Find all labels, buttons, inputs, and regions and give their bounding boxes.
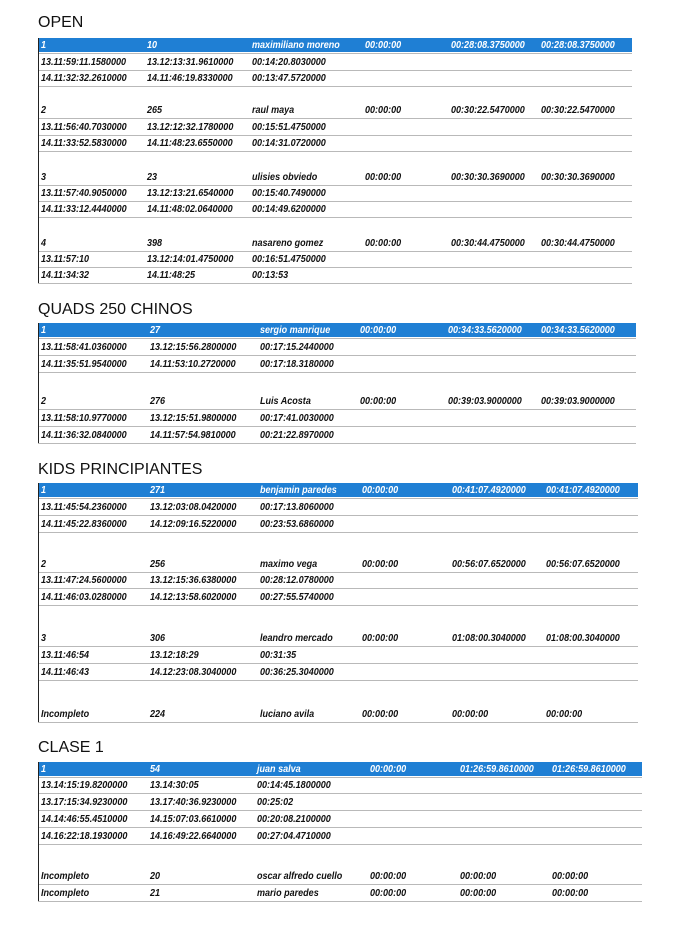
final-time-cell: 00:28:08.3750000 [540,39,615,51]
section-title: CLASE 1 [38,739,104,756]
lap-row [0,428,654,442]
rider-name-cell: leandro mercado [259,632,333,644]
lap-end-cell: 13.12:15:36.6380000 [149,574,237,586]
position-cell: Incompleto [40,708,90,720]
position-cell: 1 [40,324,47,336]
lap-start-cell: 13.11:57:10 [40,253,90,265]
lap-row [0,500,654,514]
row-divider [38,355,636,356]
lap-end-cell: 14.11:57:54.9810000 [149,429,236,441]
start-time-cell: 00:00:00 [361,558,399,570]
final-time-cell: 00:30:44.4750000 [540,237,615,249]
row-divider [38,588,638,589]
result-row[interactable] [0,170,654,184]
start-time-cell: 00:00:00 [361,708,399,720]
rider-name-cell: ulisies obviedo [251,171,318,183]
row-divider [38,515,638,516]
lap-end-cell: 13.12:12:32.1780000 [146,121,234,133]
lap-row [0,517,654,531]
row-divider [38,338,636,339]
result-row[interactable] [0,103,654,117]
result-row[interactable] [0,236,654,250]
rider-name-cell: nasareno gomez [251,237,324,249]
position-cell: 3 [40,632,47,644]
row-divider [38,722,638,723]
final-time-cell: 00:41:07.4920000 [545,484,620,496]
final-time-cell: 00:00:00 [551,887,589,899]
lap-duration-cell: 00:17:15.2440000 [259,341,334,353]
total-time-cell: 00:39:03.9000000 [447,395,522,407]
lap-start-cell: 14.11:35:51.9540000 [40,358,127,370]
lap-duration-cell: 00:23:53.6860000 [259,518,334,530]
rider-name-cell: benjamin paredes [259,484,337,496]
start-time-cell: 00:00:00 [359,324,397,336]
lap-end-cell: 14.11:53:10.2720000 [149,358,236,370]
result-row[interactable] [0,707,654,721]
lap-duration-cell: 00:15:40.7490000 [251,187,326,199]
lap-duration-cell: 00:28:12.0780000 [259,574,334,586]
result-row[interactable] [0,394,654,408]
final-time-cell: 00:00:00 [551,870,589,882]
row-divider [38,86,632,87]
lap-start-cell: 13.11:46:54 [40,649,90,661]
row-divider [38,680,638,681]
lap-start-cell: 14.11:46:43 [40,666,90,678]
position-cell: Incompleto [40,870,90,882]
section-left-border [38,762,39,901]
lap-start-cell: 14.11:33:52.5830000 [40,137,127,149]
result-row[interactable] [0,631,654,645]
start-time-cell: 00:00:00 [369,870,407,882]
position-cell: 1 [40,484,47,496]
lap-row [0,573,654,587]
start-time-cell: 00:00:00 [364,171,402,183]
lap-start-cell: 14.11:34:32 [40,269,90,281]
lap-start-cell: 14.11:45:22.8360000 [40,518,127,530]
lap-end-cell: 13.17:40:36.9230000 [149,796,237,808]
lap-duration-cell: 00:27:04.4710000 [256,830,331,842]
lap-start-cell: 13.11:58:41.0360000 [40,341,127,353]
lap-end-cell: 14.12:13:58.6020000 [149,591,237,603]
lap-duration-cell: 00:17:18.3180000 [259,358,334,370]
lap-end-cell: 13.14:30:05 [149,779,199,791]
start-time-cell: 00:00:00 [364,237,402,249]
lap-end-cell: 14.12:23:08.3040000 [149,666,237,678]
lap-duration-cell: 00:13:53 [251,269,289,281]
lap-end-cell: 14.12:09:16.5220000 [149,518,237,530]
bib-number-cell: 54 [149,763,161,775]
row-divider [38,844,642,845]
lap-row [0,120,654,134]
bib-number-cell: 10 [146,39,158,51]
lap-duration-cell: 00:36:25.3040000 [259,666,334,678]
row-divider [38,793,642,794]
final-time-cell: 00:39:03.9000000 [540,395,615,407]
result-row[interactable] [0,762,654,776]
row-divider [38,532,638,533]
row-divider [38,498,638,499]
lap-row [0,55,654,69]
lap-duration-cell: 00:13:47.5720000 [251,72,326,84]
result-row[interactable] [0,869,654,883]
total-time-cell: 00:00:00 [459,887,497,899]
lap-row [0,340,654,354]
bib-number-cell: 306 [149,632,166,644]
lap-end-cell: 14.16:49:22.6640000 [149,830,237,842]
rider-name-cell: Luis Acosta [259,395,311,407]
rider-name-cell: luciano avila [259,708,315,720]
start-time-cell: 00:00:00 [364,39,402,51]
position-cell: 3 [40,171,47,183]
lap-row [0,778,654,792]
row-divider [38,283,632,284]
bib-number-cell: 276 [149,395,166,407]
total-time-cell: 01:08:00.3040000 [451,632,526,644]
final-time-cell: 00:30:30.3690000 [540,171,615,183]
lap-end-cell: 14.11:48:23.6550000 [146,137,233,149]
lap-row [0,812,654,826]
result-row[interactable] [0,886,654,900]
row-divider [38,217,632,218]
lap-start-cell: 13.11:58:10.9770000 [40,412,127,424]
lap-end-cell: 14.15:07:03.6610000 [149,813,237,825]
lap-end-cell: 13.12:14:01.4750000 [146,253,234,265]
start-time-cell: 00:00:00 [359,395,397,407]
final-time-cell: 01:08:00.3040000 [545,632,620,644]
lap-start-cell: 14.11:33:12.4440000 [40,203,127,215]
lap-duration-cell: 00:14:31.0720000 [251,137,326,149]
start-time-cell: 00:00:00 [364,104,402,116]
lap-row [0,590,654,604]
lap-duration-cell: 00:17:13.8060000 [259,501,334,513]
section-left-border [38,38,39,283]
start-time-cell: 00:00:00 [369,887,407,899]
final-time-cell: 01:26:59.8610000 [551,763,626,775]
result-row[interactable] [0,557,654,571]
position-cell: 1 [40,763,47,775]
final-time-cell: 00:56:07.6520000 [545,558,620,570]
lap-duration-cell: 00:15:51.4750000 [251,121,326,133]
rider-name-cell: maximo vega [259,558,318,570]
rider-name-cell: juan salva [256,763,301,775]
lap-row [0,665,654,679]
bib-number-cell: 398 [146,237,163,249]
position-cell: 2 [40,558,47,570]
row-divider [38,827,642,828]
lap-row [0,795,654,809]
row-divider [38,53,632,54]
final-time-cell: 00:00:00 [545,708,583,720]
bib-number-cell: 20 [149,870,161,882]
lap-row [0,202,654,216]
rider-name-cell: mario paredes [256,887,319,899]
lap-start-cell: 14.11:46:03.0280000 [40,591,127,603]
start-time-cell: 00:00:00 [361,484,399,496]
row-divider [38,605,638,606]
lap-row [0,186,654,200]
row-divider [38,409,636,410]
lap-end-cell: 13.12:13:21.6540000 [146,187,234,199]
bib-number-cell: 271 [149,484,166,496]
lap-row [0,411,654,425]
total-time-cell: 00:34:33.5620000 [447,324,522,336]
lap-row [0,252,654,266]
lap-row [0,829,654,843]
total-time-cell: 00:30:30.3690000 [450,171,525,183]
lap-end-cell: 14.11:46:19.8330000 [146,72,233,84]
lap-start-cell: 14.14:46:55.4510000 [40,813,128,825]
row-divider [38,663,638,664]
lap-start-cell: 13.11:45:54.2360000 [40,501,127,513]
lap-start-cell: 14.16:22:18.1930000 [40,830,128,842]
bib-number-cell: 27 [149,324,161,336]
lap-start-cell: 13.17:15:34.9230000 [40,796,128,808]
lap-row [0,71,654,85]
lap-row [0,357,654,371]
final-time-cell: 00:30:22.5470000 [540,104,615,116]
position-cell: 4 [40,237,47,249]
lap-end-cell: 13.12:03:08.0420000 [149,501,237,513]
lap-duration-cell: 00:14:45.1800000 [256,779,331,791]
section-title: QUADS 250 CHINOS [38,301,193,318]
position-cell: Incompleto [40,887,90,899]
lap-row [0,648,654,662]
row-divider [38,901,642,902]
lap-duration-cell: 00:14:49.6200000 [251,203,326,215]
lap-start-cell: 14.11:36:32.0840000 [40,429,127,441]
row-divider [38,118,632,119]
lap-start-cell: 13.11:59:11.1580000 [40,56,127,68]
section-title: OPEN [38,14,84,31]
row-divider [38,151,632,152]
total-time-cell: 00:30:22.5470000 [450,104,525,116]
lap-duration-cell: 00:25:02 [256,796,294,808]
row-divider [38,426,636,427]
final-time-cell: 00:34:33.5620000 [540,324,615,336]
total-time-cell: 00:00:00 [451,708,489,720]
lap-row [0,136,654,150]
lap-end-cell: 13.12:18:29 [149,649,199,661]
rider-name-cell: oscar alfredo cuello [256,870,343,882]
lap-duration-cell: 00:20:08.2100000 [256,813,331,825]
lap-end-cell: 13.12:15:51.9800000 [149,412,237,424]
lap-duration-cell: 00:27:55.5740000 [259,591,334,603]
rider-name-cell: maximiliano moreno [251,39,340,51]
bib-number-cell: 21 [149,887,161,899]
lap-duration-cell: 00:31:35 [259,649,297,661]
lap-start-cell: 13.11:56:40.7030000 [40,121,127,133]
rider-name-cell: sergio manrique [259,324,331,336]
bib-number-cell: 23 [146,171,158,183]
lap-start-cell: 13.14:15:19.8200000 [40,779,128,791]
start-time-cell: 00:00:00 [361,632,399,644]
total-time-cell: 00:41:07.4920000 [451,484,526,496]
section-left-border [38,323,39,443]
bib-number-cell: 265 [146,104,163,116]
result-row[interactable] [0,483,654,497]
total-time-cell: 00:30:44.4750000 [450,237,525,249]
position-cell: 2 [40,395,47,407]
result-row[interactable] [0,38,654,52]
total-time-cell: 00:56:07.6520000 [451,558,526,570]
rider-name-cell: raul maya [251,104,295,116]
position-cell: 1 [40,39,47,51]
position-cell: 2 [40,104,47,116]
lap-duration-cell: 00:14:20.8030000 [251,56,326,68]
bib-number-cell: 224 [149,708,166,720]
start-time-cell: 00:00:00 [369,763,407,775]
section-title: KIDS PRINCIPIANTES [38,461,203,478]
lap-end-cell: 13.12:15:56.2800000 [149,341,237,353]
bib-number-cell: 256 [149,558,166,570]
lap-end-cell: 14.11:48:02.0640000 [146,203,233,215]
lap-end-cell: 14.11:48:25 [146,269,196,281]
row-divider [38,884,642,885]
lap-start-cell: 13.11:47:24.5600000 [40,574,127,586]
lap-end-cell: 13.12:13:31.9610000 [146,56,234,68]
result-row[interactable] [0,323,654,337]
lap-start-cell: 14.11:32:32.2610000 [40,72,127,84]
row-divider [38,646,638,647]
lap-duration-cell: 00:17:41.0030000 [259,412,334,424]
lap-duration-cell: 00:21:22.8970000 [259,429,334,441]
total-time-cell: 01:26:59.8610000 [459,763,534,775]
lap-duration-cell: 00:16:51.4750000 [251,253,326,265]
row-divider [38,443,636,444]
row-divider [38,810,642,811]
total-time-cell: 00:00:00 [459,870,497,882]
total-time-cell: 00:28:08.3750000 [450,39,525,51]
lap-start-cell: 13.11:57:40.9050000 [40,187,127,199]
section-left-border [38,483,39,722]
row-divider [38,372,636,373]
lap-row [0,268,654,282]
